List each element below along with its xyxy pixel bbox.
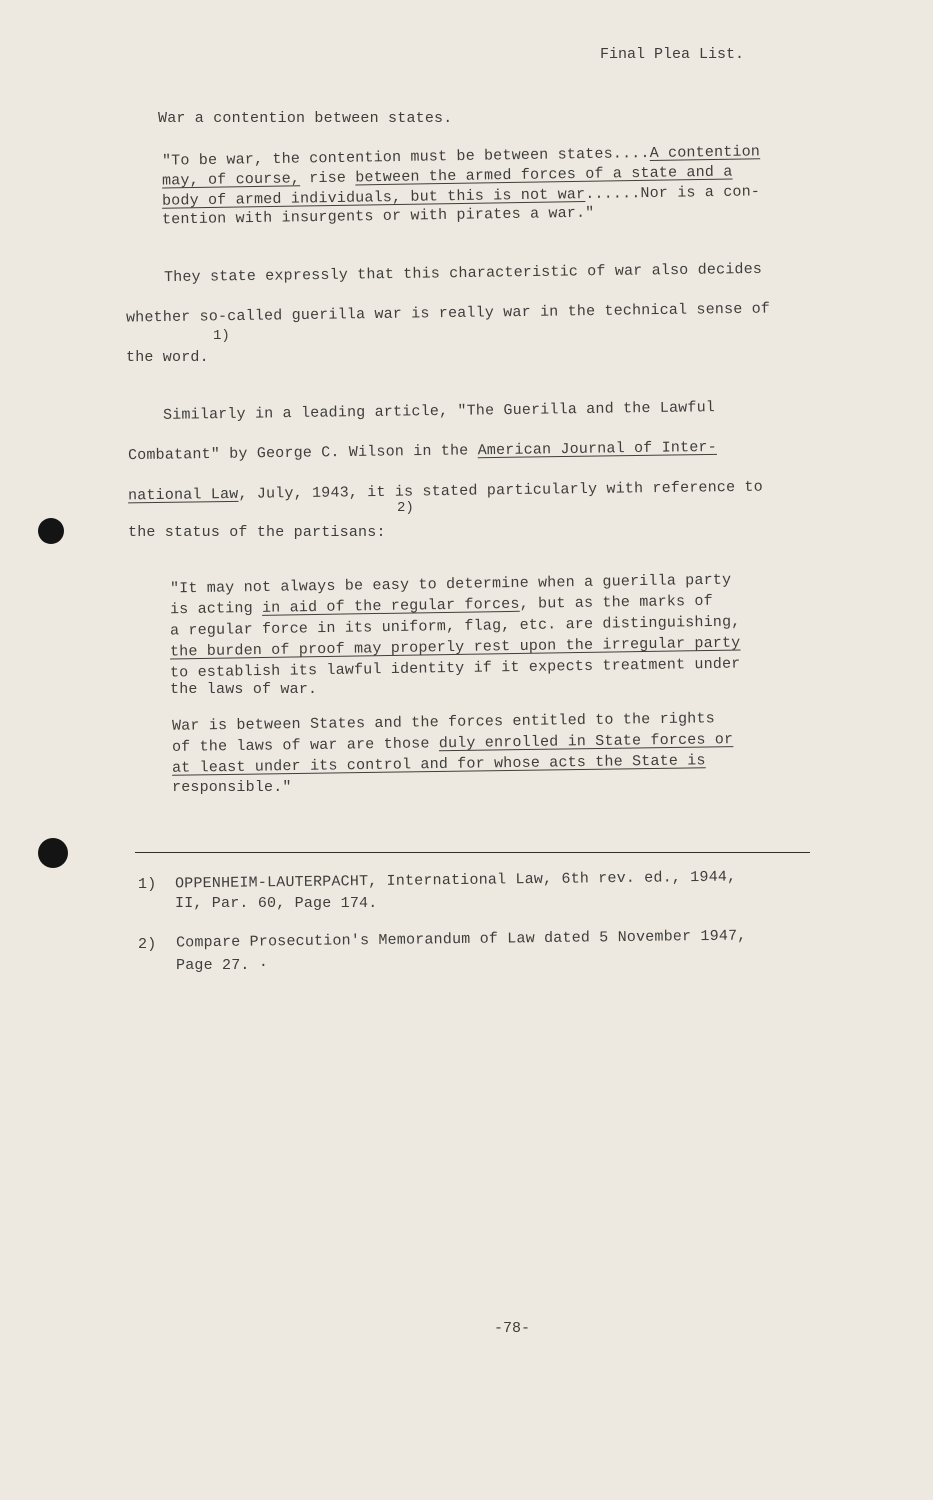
quote-line: is acting in aid of the regular forces, but as the marks of <box>169 592 714 619</box>
body-line: the status of the partisans: <box>128 524 386 541</box>
quote-line: a regular force in its uniform, flag, etc. are distinguishing, <box>169 613 741 640</box>
quote-line: at least under its control and for whose acts the State is <box>171 752 706 777</box>
footnote-ref: 2) <box>397 500 414 516</box>
footnote-mark: 1) <box>138 876 157 893</box>
footnote-text: OPPENHEIM-LAUTERPACHT, International Law, 6th rev. ed., 1944, <box>174 868 737 893</box>
footnote-ref: 1) <box>213 328 230 344</box>
quote-line: body of armed individuals, but this is not war......Nor is a con- <box>161 183 761 210</box>
page-header: Final Plea List. <box>600 46 745 63</box>
quote-line: War is between States and the forces entitled to the rights <box>171 710 715 735</box>
footnote-divider <box>135 852 810 853</box>
quote-line: to establish its lawful identity if it expects treatment under <box>169 655 741 682</box>
page-number: -78- <box>494 1320 531 1337</box>
body-line: national Law, July, 1943, it is stated particularly with reference to <box>127 478 763 505</box>
quote-line: the laws of war. <box>170 681 318 698</box>
quote-line: "It may not always be easy to determine when a guerilla party <box>169 571 732 598</box>
punch-hole <box>38 518 64 544</box>
quote-line: "To be war, the contention must be between states....A contention <box>161 143 761 170</box>
section-heading: War a contention between states. <box>158 110 453 127</box>
body-line: Combatant" by George C. Wilson in the American Journal of Inter- <box>127 438 717 465</box>
quote-line: responsible." <box>172 779 292 796</box>
quote-line: may, of course, rise between the armed forces of a state and a <box>161 163 733 190</box>
body-line: Similarly in a leading article, "The Guerilla and the Lawful <box>162 399 716 424</box>
punch-hole <box>38 838 68 868</box>
footnote-text: Compare Prosecution's Memorandum of Law dated 5 November 1947, <box>175 927 747 952</box>
footnote-mark: 2) <box>138 936 157 953</box>
quote-line: the burden of proof may properly rest upon the irregular party <box>169 634 741 661</box>
footnote-text: II, Par. 60, Page 174. <box>175 895 378 912</box>
body-line: They state expressly that this characteristic of war also decides <box>163 260 763 287</box>
body-line: the word. <box>126 349 209 366</box>
footnote-text: Page 27. · <box>176 957 269 974</box>
body-line: whether so-called guerilla war is really war in the technical sense of <box>125 300 771 327</box>
quote-line: tention with insurgents or with pirates a war." <box>161 204 595 229</box>
quote-line: of the laws of war are those duly enrolled in State forces or <box>171 731 734 756</box>
